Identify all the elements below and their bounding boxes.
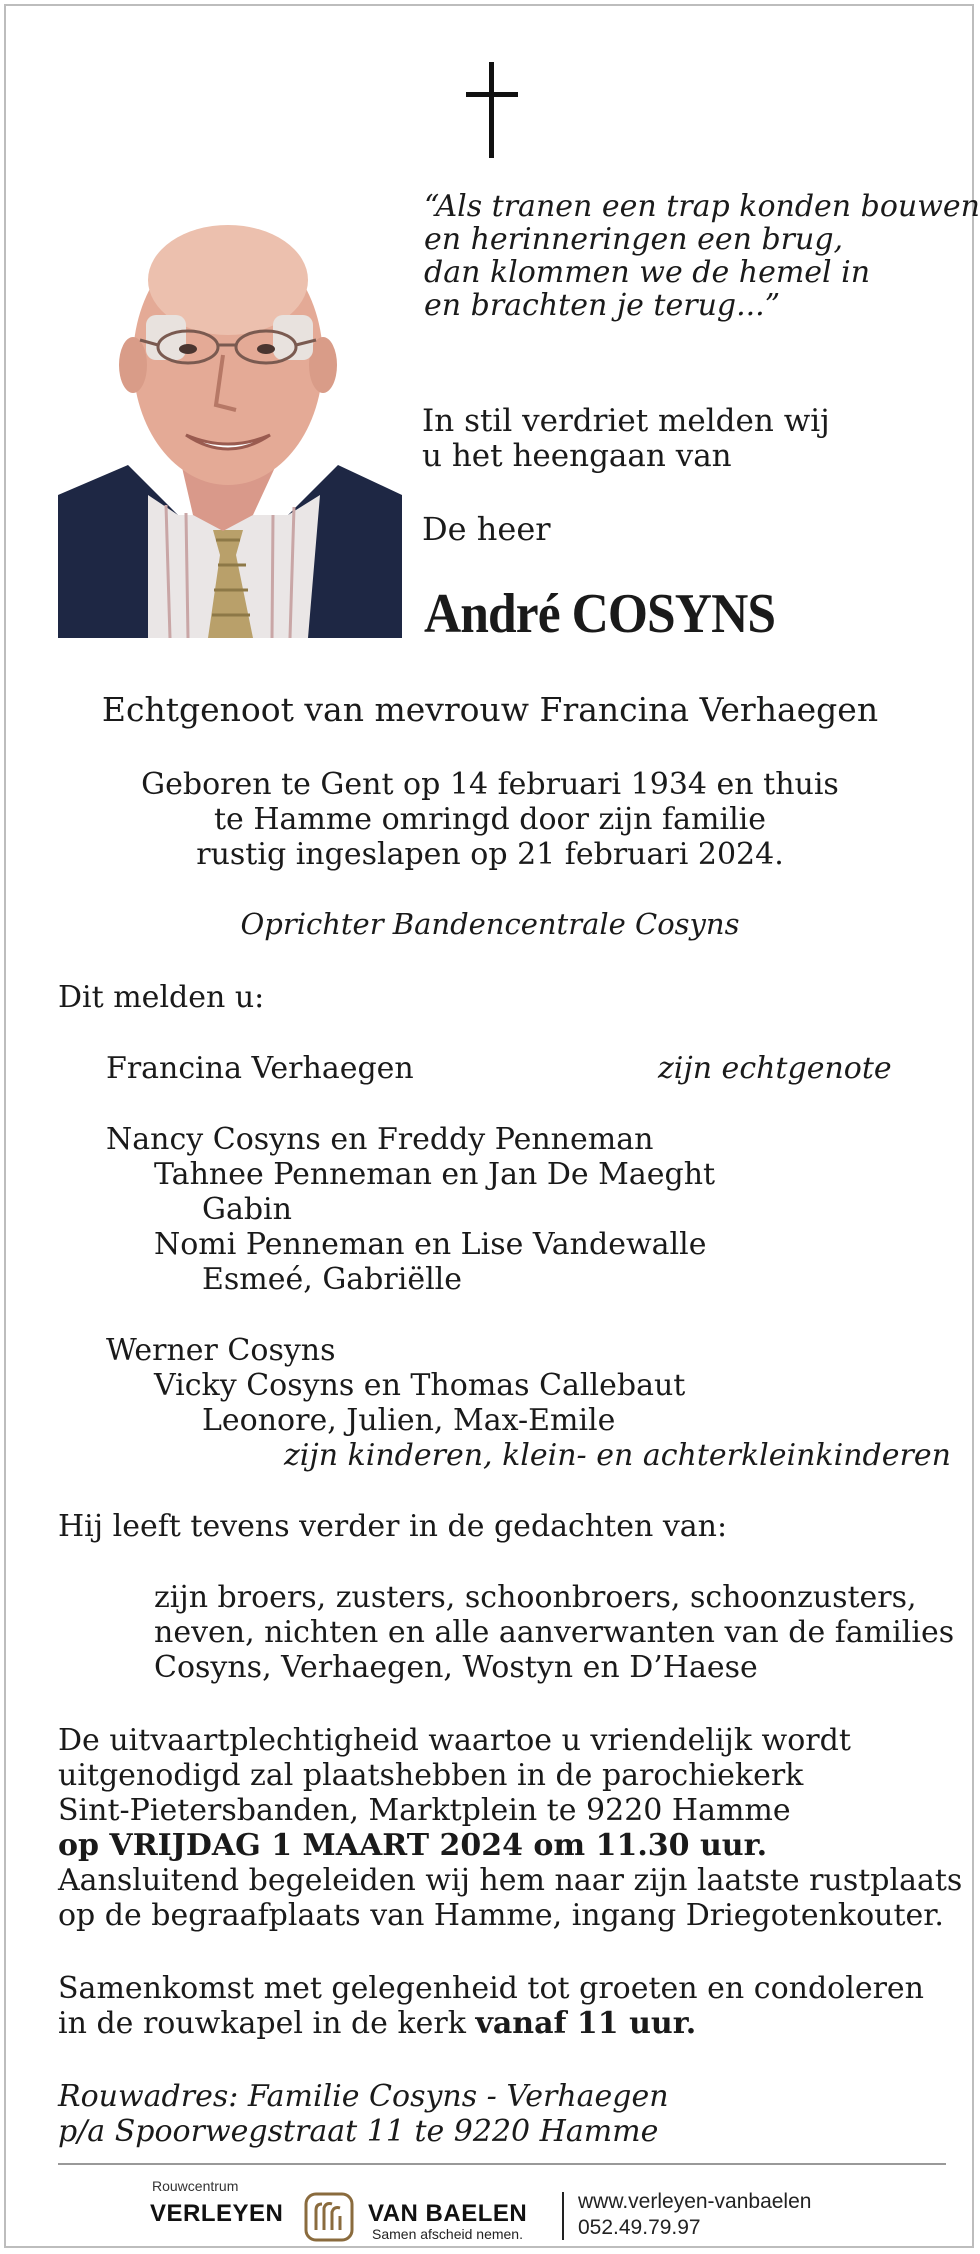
- brand-right: VAN BAELEN: [368, 2200, 528, 2227]
- ceremony-line: uitgenodigd zal plaatshebben in de parochiekerk: [58, 1758, 804, 1793]
- ceremony-date: op VRIJDAG 1 MAART 2024 om 11.30 uur.: [58, 1828, 768, 1863]
- family-member: Nancy Cosyns en Freddy Penneman: [106, 1122, 654, 1157]
- memory-label: Hij leeft tevens verder in de gedachten van:: [58, 1509, 728, 1544]
- birth-death-text: Geboren te Gent op 14 februari 1934 en thuis te Hamme omringd door zijn familie rustig ingeslapen op 21 februari 2024.: [141, 767, 839, 872]
- cross-icon: [466, 62, 518, 158]
- family-member: Gabin: [202, 1192, 292, 1227]
- intro-text: In stil verdriet melden wij u het heengaan van: [422, 403, 830, 474]
- address-line: Rouwadres: Familie Cosyns - Verhaegen: [58, 2079, 669, 2114]
- memory-line: zijn broers, zusters, schoonbroers, schoonzusters,: [154, 1580, 917, 1615]
- honorific: De heer: [422, 510, 551, 548]
- funeral-home-logo-icon: [304, 2192, 354, 2242]
- ceremony-line: Aansluitend begeleiden wij hem naar zijn laatste rustplaats: [58, 1863, 963, 1898]
- family-role: zijn kinderen, klein- en achterkleinkinderen: [284, 1438, 951, 1473]
- footer-rouwcentrum: Rouwcentrum: [152, 2178, 239, 2194]
- brand-left: VERLEYEN: [150, 2200, 284, 2227]
- family-member: Vicky Cosyns en Thomas Callebaut: [154, 1368, 686, 1403]
- footer-phone: 052.49.79.97: [578, 2216, 701, 2239]
- funeral-home-footer: [0, 2168, 980, 2248]
- spouse-line: Echtgenoot van mevrouw Francina Verhaegen: [101, 690, 879, 729]
- gathering-line: in de rouwkapel in de kerk vanaf 11 uur.: [58, 2006, 697, 2041]
- memory-line: Cosyns, Verhaegen, Wostyn en D’Haese: [154, 1650, 758, 1685]
- wife-name: Francina Verhaegen: [106, 1051, 414, 1086]
- footer-website: www.verleyen-vanbaelen: [578, 2190, 812, 2213]
- family-member: Esmeé, Gabriëlle: [202, 1262, 463, 1297]
- family-member: Leonore, Julien, Max-Emile: [202, 1403, 616, 1438]
- ceremony-line: op de begraafplaats van Hamme, ingang Driegotenkouter.: [58, 1898, 944, 1933]
- family-member: Tahnee Penneman en Jan De Maeght: [154, 1157, 716, 1192]
- memorial-quote: “Als tranen een trap konden bouwen en herinneringen een brug, dan klommen we de hemel in en brachten je terug...”: [424, 189, 980, 323]
- wife-role: zijn echtgenote: [658, 1051, 892, 1086]
- founder-line: Oprichter Bandencentrale Cosyns: [240, 907, 740, 941]
- ceremony-line: De uitvaartplechtigheid waartoe u vriendelijk wordt: [58, 1723, 851, 1758]
- gathering-time: vanaf 11 uur.: [475, 2006, 697, 2041]
- footer-tagline: Samen afscheid nemen.: [372, 2226, 523, 2242]
- footer-separator: [562, 2192, 564, 2240]
- deceased-name: André COSYNS: [424, 583, 776, 645]
- footer-divider: [58, 2163, 946, 2165]
- ceremony-line: Sint-Pietersbanden, Marktplein te 9220 Hamme: [58, 1793, 791, 1828]
- family-member: Werner Cosyns: [106, 1333, 336, 1368]
- portrait-photo: [58, 195, 402, 638]
- memory-line: neven, nichten en alle aanverwanten van de families: [154, 1615, 955, 1650]
- family-member: Nomi Penneman en Lise Vandewalle: [154, 1227, 707, 1262]
- address-line: p/a Spoorwegstraat 11 te 9220 Hamme: [58, 2114, 659, 2149]
- gathering-line: Samenkomst met gelegenheid tot groeten en condoleren: [58, 1971, 924, 2006]
- announce-label: Dit melden u:: [58, 980, 265, 1015]
